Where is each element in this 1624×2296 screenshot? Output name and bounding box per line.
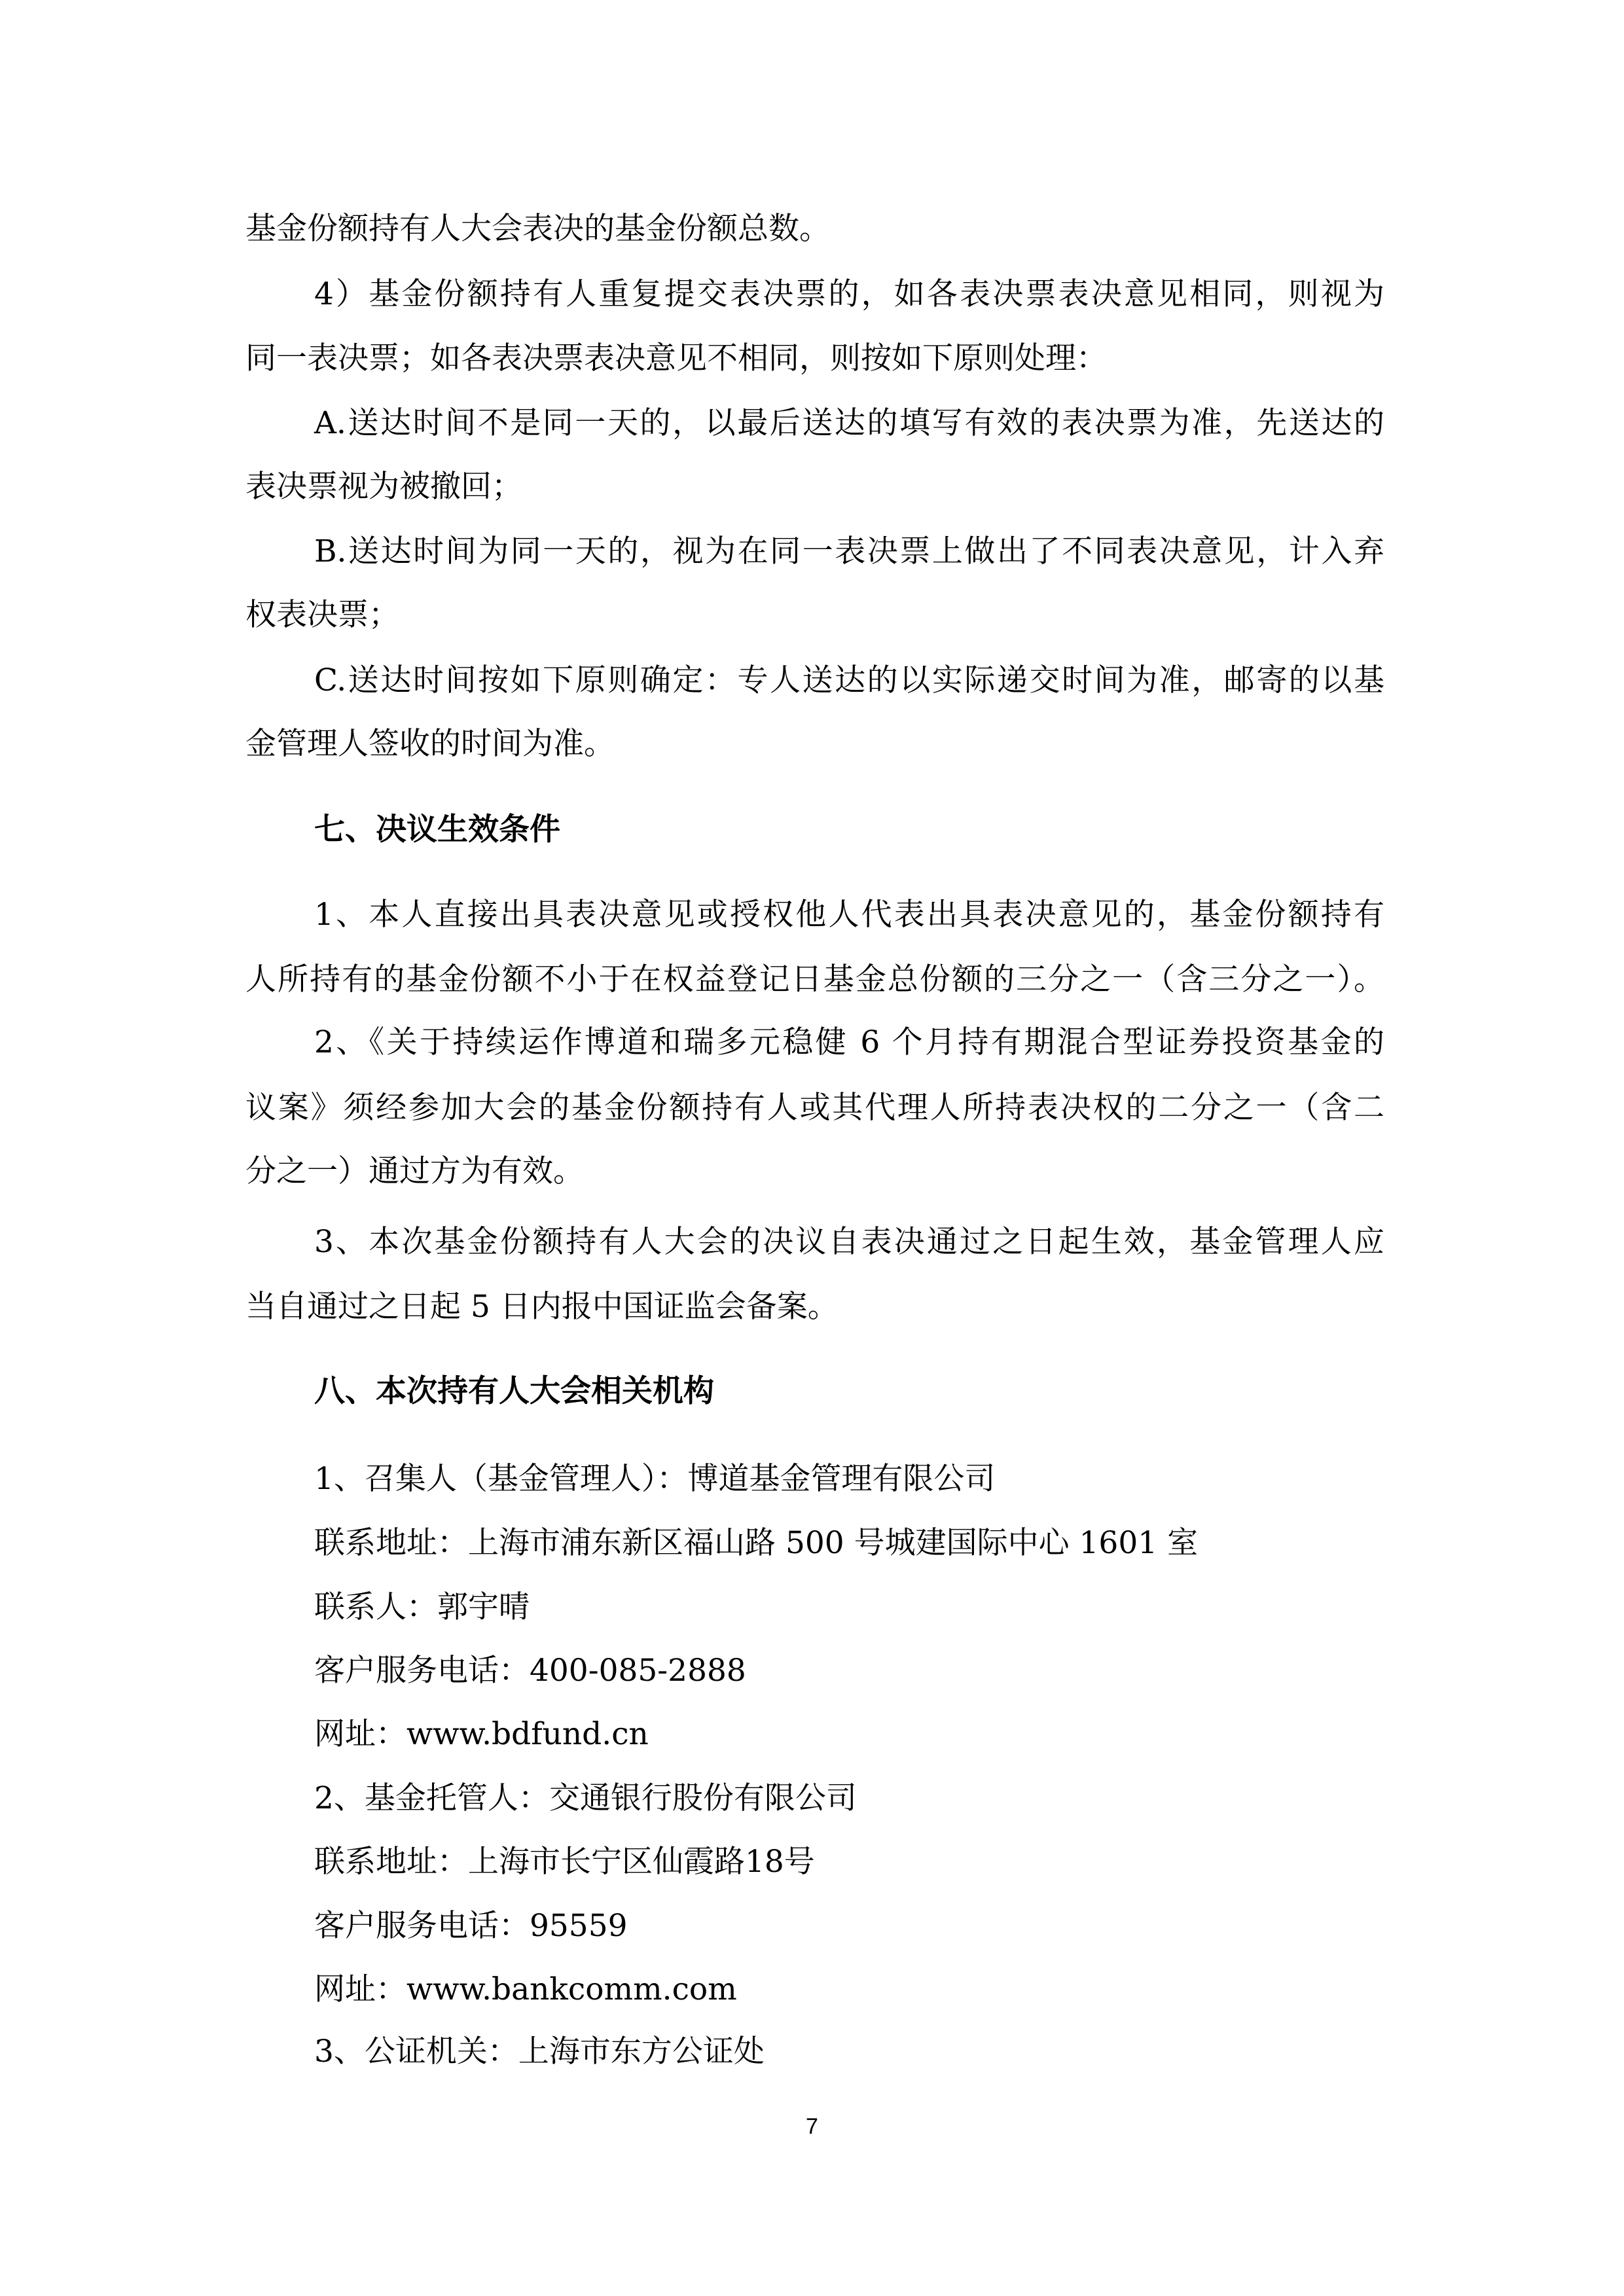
paragraph-line: 议案》须经参加大会的基金份额持有人或其代理人所持表决权的二分之一（含二: [245, 1090, 1384, 1126]
paragraph-line: 1、本人直接出具表决意见或授权他人代表出具表决意见的，基金份额持有: [314, 897, 1384, 933]
paragraph-line: A.送达时间不是同一天的，以最后送达的填写有效的表决票为准，先送达的: [314, 405, 1384, 441]
convener-contact: 联系人：郭宇晴: [314, 1589, 530, 1625]
paragraph-line: 表决票视为被撤回；: [245, 469, 522, 505]
paragraph-line: 权表决票；: [245, 597, 399, 633]
notary-line: 3、公证机关：上海市东方公证处: [314, 2034, 765, 2070]
section-heading: 八、本次持有人大会相关机构: [314, 1373, 714, 1409]
custodian-website: 网址：www.bankcomm.com: [314, 1971, 737, 2007]
paragraph-line: 当自通过之日起 5 日内报中国证监会备案。: [245, 1289, 839, 1325]
convener-phone: 客户服务电话：400-085-2888: [314, 1653, 746, 1689]
custodian-address: 联系地址：上海市长宁区仙霞路18号: [314, 1844, 815, 1880]
convener-address: 联系地址：上海市浦东新区福山路 500 号城建国际中心 1601 室: [314, 1525, 1199, 1561]
paragraph-line: B.送达时间为同一天的，视为在同一表决票上做出了不同表决意见，计入弃: [314, 533, 1384, 569]
paragraph-line: C.送达时间按如下原则确定：专人送达的以实际递交时间为准，邮寄的以基: [314, 662, 1384, 698]
convener-line: 1、召集人（基金管理人）：博道基金管理有限公司: [314, 1461, 996, 1497]
custodian-line: 2、基金托管人：交通银行股份有限公司: [314, 1780, 857, 1816]
paragraph-line: 金管理人签收的时间为准。: [245, 726, 615, 762]
paragraph-line: 人所持有的基金份额不小于在权益登记日基金总份额的三分之一（含三分之一）。: [245, 961, 1384, 997]
paragraph-line: 基金份额持有人大会表决的基金份额总数。: [245, 211, 830, 247]
paragraph-line: 3、本次基金份额持有人大会的决议自表决通过之日起生效，基金管理人应: [314, 1224, 1384, 1260]
paragraph-line: 2、《关于持续运作博道和瑞多元稳健 6 个月持有期混合型证券投资基金的: [314, 1024, 1384, 1060]
paragraph-line: 分之一）通过方为有效。: [245, 1153, 584, 1189]
convener-website: 网址：www.bdfund.cn: [314, 1716, 649, 1752]
custodian-phone: 客户服务电话：95559: [314, 1908, 628, 1944]
section-heading: 七、决议生效条件: [314, 812, 560, 848]
page-number: 7: [806, 2114, 818, 2139]
paragraph-line: 同一表决票；如各表决票表决意见不相同，则按如下原则处理：: [245, 340, 1107, 376]
paragraph-line: 4）基金份额持有人重复提交表决票的，如各表决票表决意见相同，则视为: [314, 276, 1384, 312]
